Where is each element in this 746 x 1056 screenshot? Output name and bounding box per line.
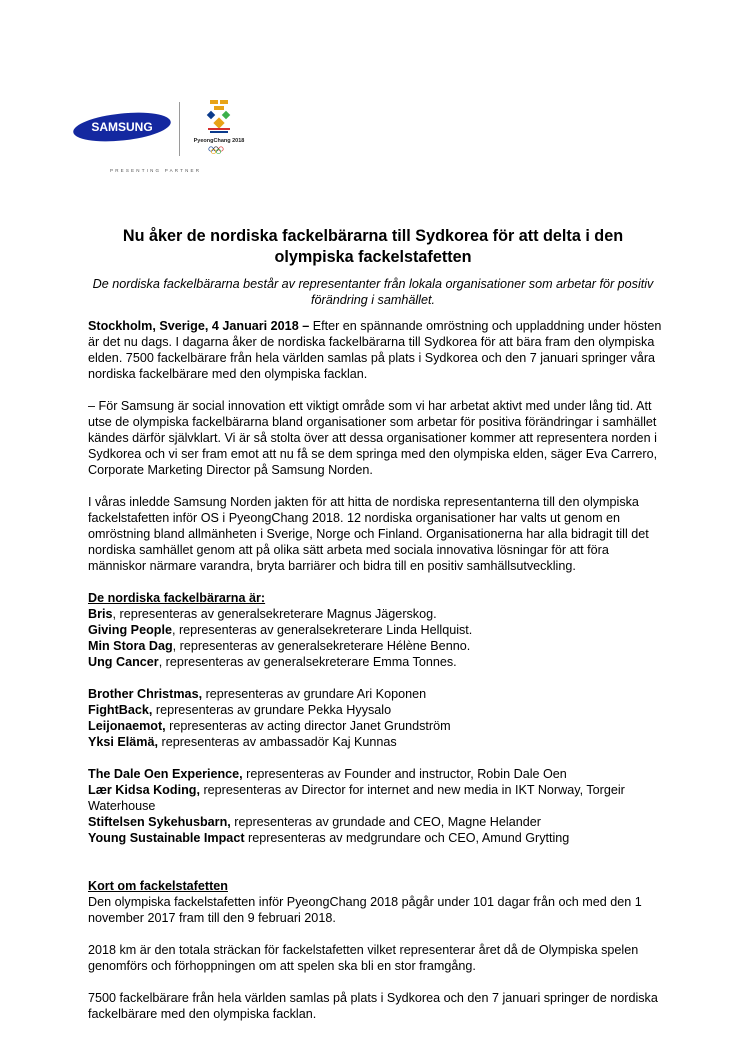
samsung-logo-text: SAMSUNG — [91, 120, 153, 134]
presenting-partner-label: PRESENTING PARTNER — [110, 168, 202, 173]
list-item: Yksi Elämä, representeras av ambassadör Kaj Kunnas — [88, 735, 397, 749]
list-item: The Dale Oen Experience, representeras av Founder and instructor, Robin Dale Oen — [88, 767, 567, 781]
list-item: Brother Christmas, representeras av grundare Ari Koponen — [88, 687, 427, 701]
about-paragraph-1: Den olympiska fackelstafetten inför PyeongChang 2018 pågår under 101 dagar från och med den 1 november 2017 fram till den 9 februari 2018. — [88, 895, 642, 925]
article-body — [88, 318, 668, 1022]
emblem-text: PyeongChang 2018 — [193, 138, 245, 144]
about-heading: Kort om fackelstafetten — [88, 879, 228, 893]
list-item: Lær Kidsa Koding, representeras av Director for internet and new media in IKT Norway, Torgeir Waterhouse — [88, 783, 625, 813]
list-item: Min Stora Dag, representeras av generalsekreterare Hélène Benno. — [88, 639, 471, 653]
about-paragraph-2: 2018 km är den totala sträckan för fackelstafetten vilket representerar året då de Olympiska spelen genomförs och förhoppningen om att spelen ska bli en stor framgång. — [88, 943, 639, 973]
logo-divider — [179, 102, 180, 156]
pyeongchang-emblem-icon — [190, 98, 250, 160]
list-item: Ung Cancer, representeras av generalsekreterare Emma Tonnes. — [88, 655, 457, 669]
dateline: Stockholm, Sverige, 4 Januari 2018 – — [88, 319, 310, 333]
campaign-paragraph: I våras inledde Samsung Norden jakten för att hitta de nordiska representanterna till den olympiska fackelstafetten inför OS i PyeongChang 2018. 12 nordiska organisationer har valts ut genom en omröstning bland allmänheten i Sverige, Norge och Finland. Organisationerna har alla bidragit till det nordiska samhället genom att på olika sätt arbeta med sociala innovativa lösningar för att föra människor närmare varandra, bryta barriärer och bidra till en positiv samhällsutveckling. — [88, 495, 649, 573]
page-title: Nu åker de nordiska fackelbärarna till Sydkorea för att delta i den olympiska fackelstafetten — [122, 227, 624, 266]
header-logos — [72, 96, 252, 180]
samsung-logo — [72, 112, 172, 142]
torchbearers-heading: De nordiska fackelbärarna är: — [88, 591, 266, 605]
about-paragraph-3: 7500 fackelbärare från hela världen samlas på plats i Sydkorea och den 7 januari springer de nordiska fackelbärare med den olympiska facklan. — [88, 991, 658, 1021]
list-item: Bris, representeras av generalsekreterare Magnus Jägerskog. — [88, 607, 437, 621]
list-item: Giving People, representeras av generalsekreterare Linda Hellquist. — [88, 623, 473, 637]
list-item: Leijonaemot, representeras av acting director Janet Grundström — [88, 719, 451, 733]
intro-text: Efter en spännande omröstning och uppladdning under hösten är det nu dags. I dagarna åker de nordiska fackelbärarna till Sydkorea för att bära fram den olympiska elden. 7500 fackelbärare från hela världen samlas på plats i Sydkorea och den 7 januari springer våra nordiska fackelbärare med den olympiska facklan. — [88, 319, 662, 381]
list-item: Stiftelsen Sykehusbarn, representeras av grundade and CEO, Magne Helander — [88, 815, 541, 829]
quote-paragraph: – För Samsung är social innovation ett viktigt område som vi har arbetat aktivt med under lång tid. Att utse de olympiska fackelbärarna bland organisationer som arbetar för positiva förändringar i samhället kändes därför självklart. Vi är så stolta över att dessa organisationer kommer att representera norden i Sydkorea och vi ser fram emot att nu få se dem springa med den olympiska elden, säger Eva Carrero, Corporate Marketing Director på Samsung Norden. — [88, 399, 658, 477]
list-item: Young Sustainable Impact representeras av medgrundare och CEO, Amund Grytting — [88, 831, 570, 845]
page-subtitle: De nordiska fackelbärarna består av representanter från lokala organisationer som arbetar för positiv förändring i samhället. — [92, 277, 654, 307]
list-item: FightBack, representeras av grundare Pekka Hyysalo — [88, 703, 392, 717]
intro-paragraph — [88, 318, 668, 382]
